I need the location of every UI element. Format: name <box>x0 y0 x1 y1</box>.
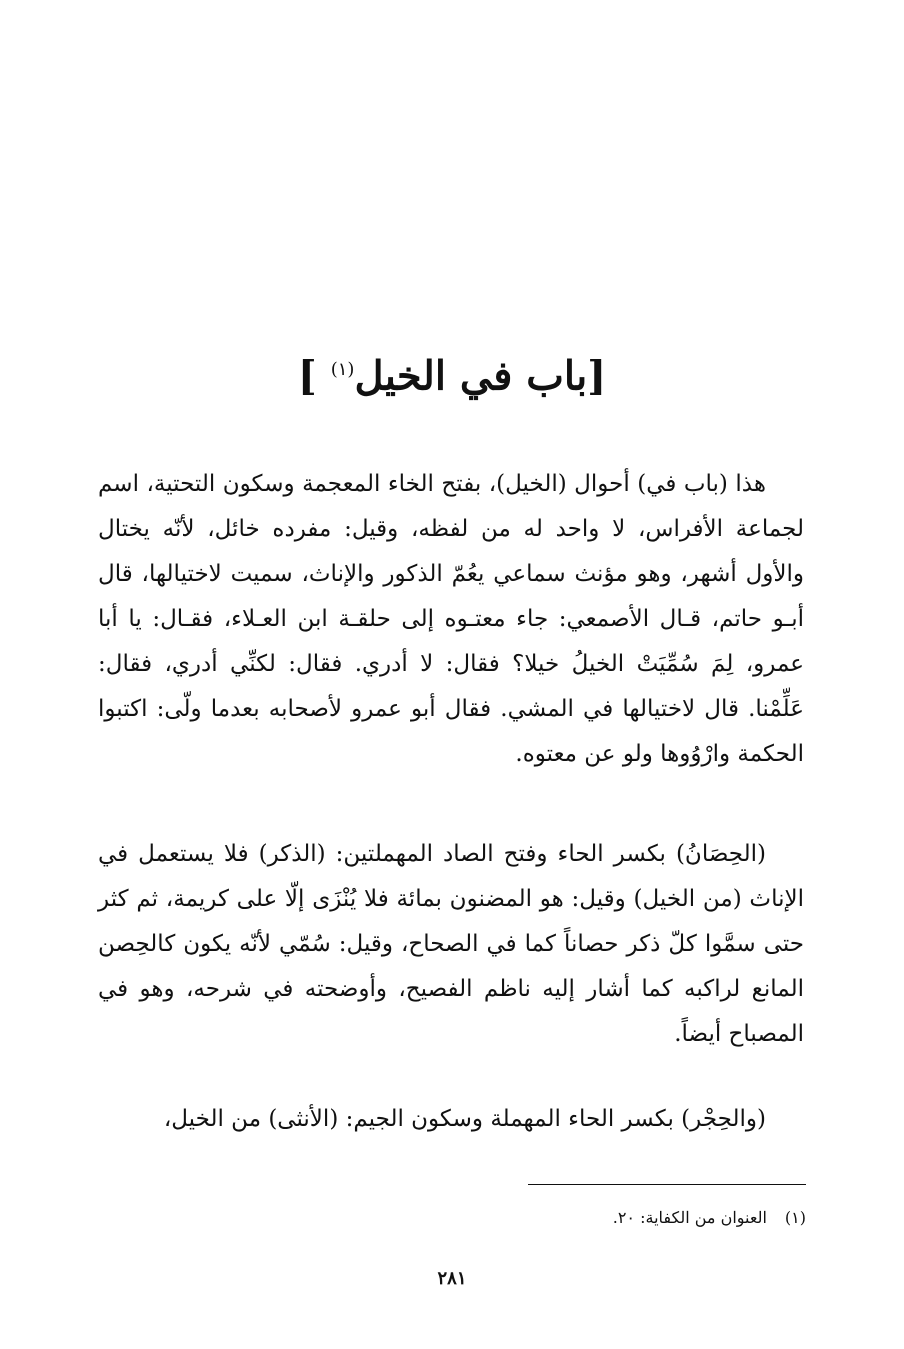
footnote-text: العنوان من الكفاية: ٢٠. <box>612 1208 767 1227</box>
paragraph-text: هذا (باب في) أحوال (الخيل)، بفتح الخاء المعجمة وسكون التحتية، اسم لجماعة الأفراس، لا واحد له من لفظه، وقيل: مفرده خائل، لأنّه يختال والأول أشهر، وهو مؤنث سماعي يعُمّ الذكور والإناث، سميت لاختيالها، قال أبـو حاتم، قـال الأصمعي: جاء معتـوه إلى حلقـة ابن العـلاء، فقـال: يا أبا عمرو، لِمَ سُمِّيَتْ الخيلُ خيلا؟ فقال: لا أدري. فقال: لكنِّي أدري، فقال: عَلِّمْنا. قال لاختيالها في المشي. فقال أبو عمرو لأصحابه بعدما ولّى: اكتبوا الحكمة وارْوُوها ولو عن معتوه. <box>98 471 804 767</box>
body-paragraph-1 <box>98 462 804 777</box>
chapter-title-close-bracket: ] <box>297 352 317 400</box>
paragraph-text: (والحِجْر) بكسر الحاء المهملة وسكون الجيم: (الأنثى) من الخيل، <box>163 1106 766 1132</box>
paragraph-text: (الحِصَانُ) بكسر الحاء وفتح الصاد المهملتين: (الذكر) فلا يستعمل في الإناث (من الخيل) وقيل: هو المضنون بمائة فلا يُنْزَى إلّا على كريمة، ثم كثر حتى سمَّوا كلّ ذكر حصاناً كما في الصحاح، وقيل: سُمّي لأنّه يكون كالحِصن المانع لراكبه كما أشار إليه ناظم الفصيح، وأوضحته في شرحه، وهو في المصباح أيضاً. <box>98 841 804 1047</box>
chapter-title-text: [باب في الخيل <box>354 352 607 400</box>
footnote-number: (١) <box>784 1208 806 1227</box>
footnote-divider <box>528 1184 806 1185</box>
page-number: ٢٨١ <box>437 1268 467 1289</box>
footnote <box>100 1206 806 1230</box>
chapter-title <box>0 340 904 406</box>
body-paragraph-3 <box>98 1097 804 1142</box>
body-paragraph-2 <box>98 832 804 1057</box>
footnote-marker: (١) <box>330 359 355 380</box>
